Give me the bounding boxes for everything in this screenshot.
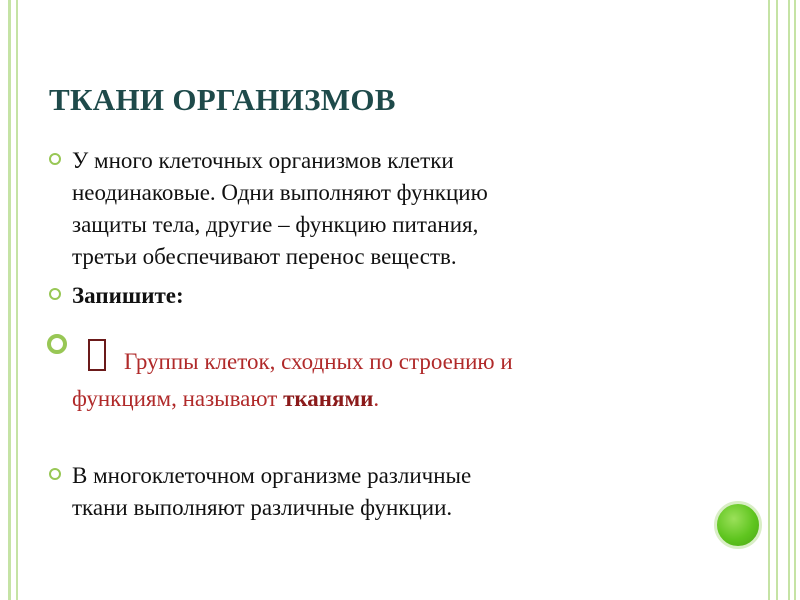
right-border-line: [788, 0, 790, 600]
definition-prefix: функциям, называют: [72, 386, 284, 411]
right-border-line: [768, 0, 770, 600]
definition-line-2: [72, 383, 379, 415]
bullet-4-line: ткани выполняют различные функции.: [72, 495, 453, 520]
bullet-1-line: третьи обеспечивают перенос веществ.: [72, 244, 457, 269]
ring-bullet-icon: [47, 334, 67, 354]
bullet-1-line: защиты тела, другие – функцию питания,: [72, 212, 479, 237]
bullet-4-line: В многоклеточном организме различные: [72, 463, 472, 488]
right-border-line: [776, 0, 778, 600]
ring-bullet-icon: [49, 153, 61, 165]
bullet-1-line: У много клеточных организмов клетки: [72, 148, 454, 173]
box-glyph-icon: [88, 339, 106, 371]
definition-term: тканями: [283, 386, 374, 411]
definition-line-1: Группы клеток, сходных по строению и: [124, 349, 513, 374]
right-border-line: [794, 0, 796, 600]
bullet-1-line: неодинаковые. Одни выполняют функцию: [72, 180, 488, 205]
definition-suffix: .: [373, 386, 380, 411]
ring-bullet-icon: [49, 468, 61, 480]
ring-bullet-icon: [49, 288, 61, 300]
bullet-2-text: Запишите:: [72, 283, 184, 308]
left-border-outer: [8, 0, 11, 600]
green-circle-icon: [714, 501, 762, 549]
bullet-1-text: [72, 145, 488, 273]
bullet-4-text: [72, 460, 471, 524]
slide-title: ТКАНИ ОРГАНИЗМОВ: [49, 82, 396, 117]
left-border-inner: [16, 0, 18, 600]
